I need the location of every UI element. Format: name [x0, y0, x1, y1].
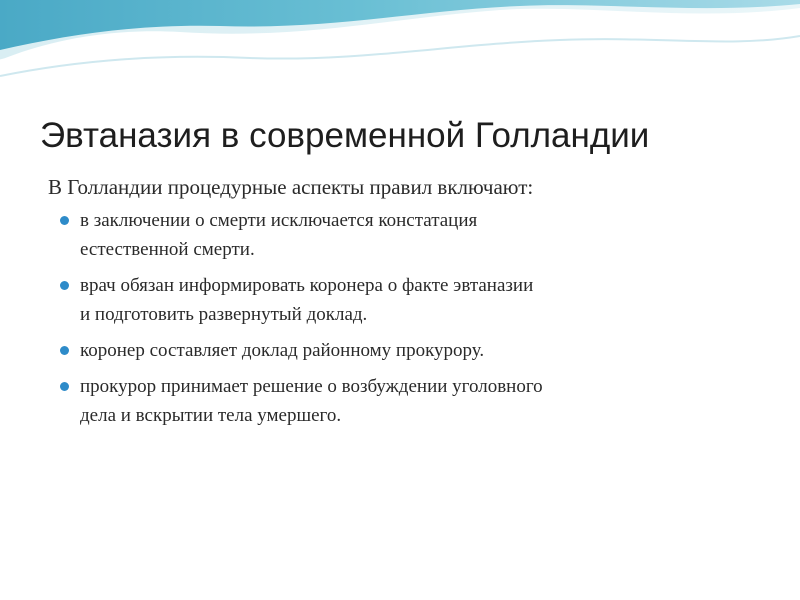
bullet-text-line: и подготовить развернутый доклад.: [80, 304, 368, 325]
bullet-text-line: врач обязан информировать коронера о факте эвтаназии: [80, 275, 534, 296]
bullet-dot-icon: [60, 346, 69, 355]
bullet-item: [48, 372, 768, 430]
bullet-dot-icon: [60, 382, 69, 391]
bullet-text-line: прокурор принимает решение о возбуждении уголовного: [80, 376, 543, 397]
slide-title: Эвтаназия в современной Голландии: [40, 116, 650, 155]
slide-body: [48, 172, 768, 437]
intro-text: В Голландии процедурные аспекты правил включают:: [48, 175, 534, 199]
header-wave-decoration: [0, 0, 800, 110]
bullet-list: [48, 206, 768, 430]
bullet-dot-icon: [60, 216, 69, 225]
bullet-item: [48, 336, 768, 365]
bullet-text-line: коронер составляет доклад районному прокурору.: [80, 340, 485, 361]
bullet-dot-icon: [60, 281, 69, 290]
bullet-text-line: дела и вскрытии тела умершего.: [80, 405, 342, 426]
bullet-text-line: естественной смерти.: [80, 239, 255, 260]
bullet-item: [48, 206, 768, 264]
bullet-text-line: в заключении о смерти исключается констатация: [80, 210, 478, 231]
bullet-item: [48, 271, 768, 329]
